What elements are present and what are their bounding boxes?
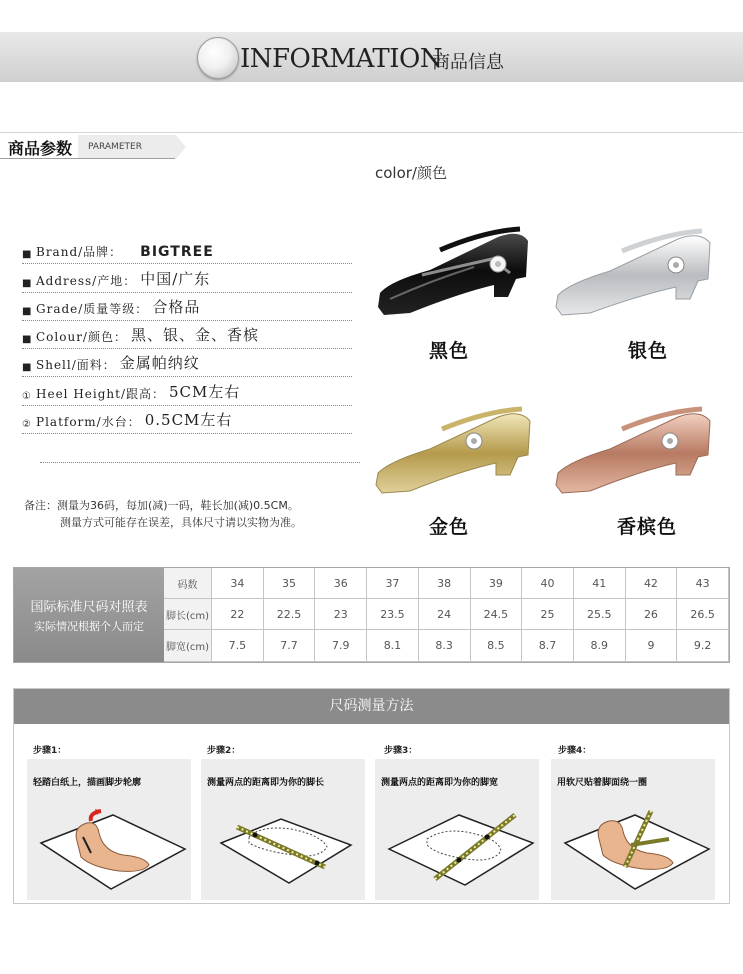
foot-tape-measure-icon xyxy=(551,793,715,898)
spec-brand xyxy=(22,236,352,264)
size-cell: 43 xyxy=(677,568,729,599)
bullet-icon: ■ xyxy=(22,306,32,317)
foot-width-cell: 9 xyxy=(626,630,678,662)
foot-length-cell: 24 xyxy=(419,599,471,630)
size-cell: 41 xyxy=(574,568,626,599)
note-line-1: 备注：测量为36码，每加(减)一码，鞋长加(减)0.5CM。 xyxy=(24,499,299,512)
spec-value: BIGTREE xyxy=(140,244,214,260)
step-1-label: 步骤1： xyxy=(33,746,67,756)
foot-width-cell: 8.3 xyxy=(419,630,471,662)
parameter-divider xyxy=(0,132,743,133)
foot-length-cell: 25 xyxy=(522,599,574,630)
spec-label: Shell/面料： xyxy=(36,358,116,372)
spec-value: 金属帕纳纹 xyxy=(119,354,200,372)
step-3-label: 步骤3： xyxy=(384,746,418,756)
step-1-text: 轻踏白纸上，描画脚步轮廓 xyxy=(33,778,142,788)
spec-label: Brand/品牌： xyxy=(36,245,123,259)
spec-address xyxy=(22,265,352,293)
size-row-header: 脚宽(cm) xyxy=(164,630,212,662)
size-cell: 39 xyxy=(471,568,523,599)
spec-value: 合格品 xyxy=(152,298,201,316)
size-cell: 34 xyxy=(212,568,264,599)
silver-shoe-image xyxy=(552,215,717,325)
spec-label: Platform/水台： xyxy=(36,415,141,429)
step-4-panel xyxy=(551,759,715,900)
foot-width-cell: 7.5 xyxy=(212,630,264,662)
size-row-header: 脚长(cm) xyxy=(164,599,212,630)
foot-width-cell: 8.1 xyxy=(367,630,419,662)
foot-width-cell: 9.2 xyxy=(677,630,729,662)
step-2-panel xyxy=(201,759,365,900)
circled-one-icon: ① xyxy=(22,391,31,402)
spec-value: 中国/广东 xyxy=(140,270,211,288)
size-cell: 40 xyxy=(522,568,574,599)
spec-label: Address/产地： xyxy=(36,274,137,288)
foot-width-cell: 7.7 xyxy=(264,630,316,662)
foot-width-cell: 8.5 xyxy=(471,630,523,662)
size-chart-caption xyxy=(14,568,164,662)
size-cell: 37 xyxy=(367,568,419,599)
foot-width-cell: 8.7 xyxy=(522,630,574,662)
size-chart-table xyxy=(13,567,730,663)
size-chart-subtitle: 实际情况根据个人而定 xyxy=(34,620,144,633)
size-row-header: 码数 xyxy=(164,568,212,599)
gold-shoe-image xyxy=(370,395,535,500)
color-label: color/颜色 xyxy=(375,164,447,182)
dotted-divider xyxy=(40,462,360,463)
parameter-tag: PARAMETER xyxy=(78,135,176,159)
note-line-2: 测量方式可能存在误差，具体尺寸请以实物为准。 xyxy=(60,516,302,529)
champagne-shoe-image xyxy=(552,395,717,500)
color-name-gold: 金色 xyxy=(429,516,470,538)
step-3-panel xyxy=(375,759,539,900)
spec-label: Colour/颜色： xyxy=(36,330,127,344)
spec-grade xyxy=(22,293,352,321)
spec-platform xyxy=(22,406,352,434)
foot-length-cell: 26.5 xyxy=(677,599,729,630)
foot-length-cell: 26 xyxy=(626,599,678,630)
step-1-panel xyxy=(27,759,191,900)
spec-colour xyxy=(22,321,352,349)
foot-length-cell: 25.5 xyxy=(574,599,626,630)
size-cell: 42 xyxy=(626,568,678,599)
spec-heel-height xyxy=(22,378,352,406)
size-cell: 36 xyxy=(315,568,367,599)
spec-value: 黑、银、金、香槟 xyxy=(130,326,259,344)
size-chart-grid xyxy=(164,568,729,662)
parameter-title: 商品参数 xyxy=(8,139,73,158)
spec-value: 5CM左右 xyxy=(169,383,241,401)
information-subtitle: 商品信息 xyxy=(432,52,504,73)
foot-trace-icon xyxy=(27,793,191,898)
foot-width-ruler-icon xyxy=(375,793,539,898)
measurement-title: 尺码测量方法 xyxy=(14,689,729,724)
spec-shell xyxy=(22,349,352,377)
circle-ornament-icon xyxy=(197,37,239,79)
bullet-icon: ■ xyxy=(22,362,32,373)
step-4-label: 步骤4： xyxy=(558,746,592,756)
spec-label: Heel Height/跟高： xyxy=(36,387,166,401)
color-name-black: 黑色 xyxy=(429,340,470,362)
foot-length-cell: 23.5 xyxy=(367,599,419,630)
size-cell: 35 xyxy=(264,568,316,599)
step-3-text: 测量两点的距离即为你的脚宽 xyxy=(381,778,499,788)
size-cell: 38 xyxy=(419,568,471,599)
spec-label: Grade/质量等级： xyxy=(36,302,149,316)
foot-length-cell: 23 xyxy=(315,599,367,630)
spec-value: 0.5CM左右 xyxy=(144,411,233,429)
color-name-silver: 银色 xyxy=(628,340,669,362)
information-title: INFORMATION xyxy=(240,44,443,74)
step-2-label: 步骤2： xyxy=(207,746,241,756)
bullet-icon: ■ xyxy=(22,249,32,260)
bullet-icon: ■ xyxy=(22,278,32,289)
foot-length-cell: 24.5 xyxy=(471,599,523,630)
black-shoe-image xyxy=(370,215,535,325)
size-chart-title: 国际标准尺码对照表 xyxy=(30,600,148,615)
bullet-icon: ■ xyxy=(22,334,32,345)
foot-length-cell: 22.5 xyxy=(264,599,316,630)
parameter-underline xyxy=(0,158,175,159)
foot-length-ruler-icon xyxy=(201,793,365,898)
color-name-champagne: 香槟色 xyxy=(617,516,678,538)
circled-two-icon: ② xyxy=(22,419,31,430)
foot-width-cell: 8.9 xyxy=(574,630,626,662)
step-4-text: 用软尺贴着脚面绕一圈 xyxy=(557,778,648,788)
foot-length-cell: 22 xyxy=(212,599,264,630)
foot-width-cell: 7.9 xyxy=(315,630,367,662)
step-2-text: 测量两点的距离即为你的脚长 xyxy=(207,778,325,788)
